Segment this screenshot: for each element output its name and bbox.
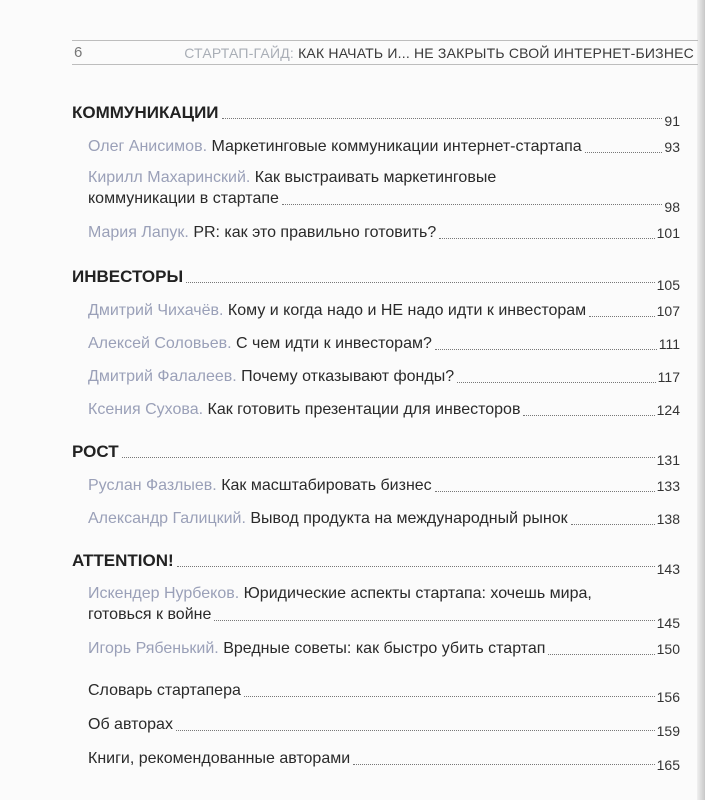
leader-dots	[585, 152, 663, 153]
page-number: 6	[74, 44, 83, 61]
leader-dots	[214, 620, 654, 621]
entry-title: С чем идти к инвесторам?	[236, 335, 432, 352]
toc-entry[interactable]	[72, 509, 680, 529]
page-ref: 165	[656, 757, 680, 773]
running-header	[72, 40, 698, 65]
toc-entry[interactable]	[72, 400, 680, 420]
section-title: РОСТ	[72, 442, 119, 461]
page-ref: 156	[656, 689, 680, 705]
toc-entry[interactable]	[72, 223, 680, 243]
toc-section-kommunikatsii[interactable]	[72, 103, 680, 129]
entry-title: Кому и когда надо и НЕ надо идти к инвесторам	[227, 302, 587, 319]
section-title: КОММУНИКАЦИИ	[72, 103, 219, 122]
leader-dots	[282, 204, 663, 205]
entry-title-cont: готовься к войне	[88, 606, 212, 623]
book-title	[184, 45, 694, 61]
table-of-contents	[72, 103, 680, 773]
leader-dots	[435, 349, 657, 350]
entry-author: Алексей Соловьев.	[88, 335, 232, 352]
entry-author: Олег Анисимов.	[88, 138, 208, 155]
leader-dots	[353, 764, 654, 765]
leader-dots	[589, 316, 654, 317]
leader-dots	[571, 524, 655, 525]
entry-title: Вредные советы: как быстро убить стартап	[223, 640, 546, 657]
leader-dots	[222, 118, 663, 119]
section-title: ATTENTION!	[72, 551, 174, 570]
entry-author: Александр Галицкий.	[88, 510, 246, 527]
entry-title: Как выстраивать маркетинговые	[254, 169, 497, 186]
page-ref: 138	[656, 511, 680, 527]
entry-title: Маркетинговые коммуникации интернет-стартапа	[211, 138, 582, 155]
page-ref: 101	[656, 225, 680, 241]
toc-entry-about-authors[interactable]	[72, 715, 680, 739]
leader-dots	[186, 282, 655, 283]
page-ref: 107	[656, 303, 680, 319]
toc-entry-recommended-books[interactable]	[72, 749, 680, 773]
page-ref: 111	[658, 336, 680, 352]
leader-dots	[523, 415, 654, 416]
book-title-prefix: СТАРТАП-ГАЙД:	[184, 45, 294, 61]
entry-author: Руслан Фазлыев.	[88, 477, 217, 494]
book-title-main: КАК НАЧАТЬ И... НЕ ЗАКРЫТЬ СВОЙ ИНТЕРНЕТ-БИЗНЕС	[298, 45, 694, 61]
section-title: ИНВЕСТОРЫ	[72, 267, 184, 286]
leader-dots	[177, 566, 655, 567]
leader-dots	[122, 457, 655, 458]
entry-title: Об авторах	[88, 716, 173, 733]
entry-author: Мария Лапук.	[88, 224, 189, 241]
entry-author: Искендер Нурбеков.	[88, 585, 240, 602]
entry-author: Кирилл Махаринский.	[88, 169, 251, 186]
toc-entry[interactable]	[72, 137, 680, 157]
toc-section-rost[interactable]	[72, 442, 680, 468]
toc-entry[interactable]	[72, 583, 680, 631]
page-ref: 91	[664, 113, 680, 129]
entry-author: Дмитрий Фалалеев.	[88, 368, 237, 385]
page-ref: 93	[664, 139, 680, 155]
leader-dots	[176, 730, 655, 731]
entry-title: Как масштабировать бизнес	[221, 477, 432, 494]
entry-title: Вывод продукта на международный рынок	[250, 510, 568, 527]
entry-title: Почему отказывают фонды?	[241, 368, 455, 385]
page-ref: 143	[656, 561, 680, 577]
leader-dots	[548, 654, 654, 655]
toc-entry[interactable]	[72, 167, 680, 215]
toc-entry[interactable]	[72, 334, 680, 354]
toc-entry[interactable]	[72, 476, 680, 496]
toc-section-attention[interactable]	[72, 551, 680, 577]
entry-author: Игорь Рябенький.	[88, 640, 219, 657]
leader-dots	[457, 382, 656, 383]
page-ref: 133	[656, 478, 680, 494]
toc-entry-glossary[interactable]	[72, 681, 680, 705]
page-ref: 145	[656, 615, 680, 631]
entry-title: Словарь стартапера	[88, 682, 241, 699]
toc-entry[interactable]	[72, 301, 680, 321]
leader-dots	[439, 238, 654, 239]
leader-dots	[435, 491, 655, 492]
toc-section-investory[interactable]	[72, 267, 680, 293]
toc-entry[interactable]	[72, 639, 680, 659]
page-ref: 150	[656, 641, 680, 657]
entry-title-cont: коммуникации в стартапе	[88, 190, 279, 207]
entry-title: Книги, рекомендованные авторами	[88, 750, 351, 767]
entry-author: Ксения Сухова.	[88, 401, 204, 418]
page-ref: 124	[656, 402, 680, 418]
page-edge-shadow	[697, 0, 705, 800]
page-ref: 131	[656, 452, 680, 468]
entry-title: PR: как это правильно готовить?	[193, 224, 437, 241]
page-ref: 98	[664, 199, 680, 215]
entry-title: Юридические аспекты стартапа: хочешь мира,	[243, 585, 592, 602]
entry-author: Дмитрий Чихачёв.	[88, 302, 224, 319]
toc-entry[interactable]	[72, 367, 680, 387]
page-ref: 105	[656, 277, 680, 293]
page-ref: 159	[656, 723, 680, 739]
page-ref: 117	[657, 369, 680, 385]
entry-title: Как готовить презентации для инвесторов	[207, 401, 521, 418]
leader-dots	[244, 696, 655, 697]
